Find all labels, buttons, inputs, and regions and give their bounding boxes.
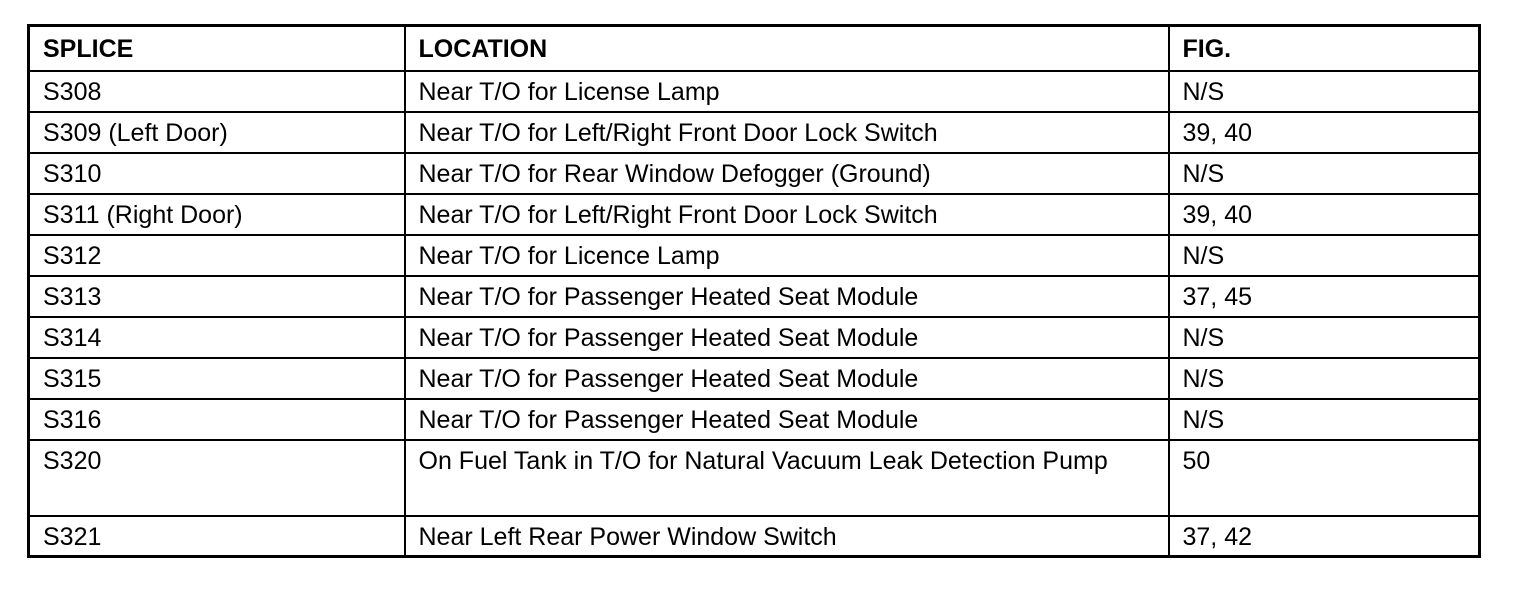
cell-location: On Fuel Tank in T/O for Natural Vacuum Leak Detection Pump [405, 440, 1169, 516]
cell-splice: S311 (Right Door) [29, 194, 405, 235]
splice-location-table [27, 24, 1481, 558]
cell-fig: 37, 42 [1169, 516, 1480, 557]
cell-location: Near T/O for Passenger Heated Seat Module [405, 358, 1169, 399]
table-row [29, 276, 1480, 317]
cell-fig: N/S [1169, 235, 1480, 276]
table-row [29, 358, 1480, 399]
table-row [29, 235, 1480, 276]
cell-fig: N/S [1169, 358, 1480, 399]
cell-fig: 39, 40 [1169, 112, 1480, 153]
header-location: LOCATION [405, 26, 1169, 71]
cell-fig: N/S [1169, 317, 1480, 358]
table-row [29, 440, 1480, 516]
cell-location: Near T/O for License Lamp [405, 71, 1169, 112]
cell-location: Near T/O for Passenger Heated Seat Module [405, 317, 1169, 358]
cell-splice: S320 [29, 440, 405, 516]
cell-fig: N/S [1169, 153, 1480, 194]
cell-splice: S316 [29, 399, 405, 440]
cell-fig: N/S [1169, 71, 1480, 112]
cell-splice: S310 [29, 153, 405, 194]
cell-fig: 50 [1169, 440, 1480, 516]
header-splice: SPLICE [29, 26, 405, 71]
table-row [29, 112, 1480, 153]
table-row [29, 516, 1480, 557]
table-row [29, 317, 1480, 358]
cell-location: Near T/O for Left/Right Front Door Lock Switch [405, 194, 1169, 235]
cell-splice: S312 [29, 235, 405, 276]
cell-location: Near Left Rear Power Window Switch [405, 516, 1169, 557]
cell-fig: 37, 45 [1169, 276, 1480, 317]
table-row [29, 153, 1480, 194]
cell-location: Near T/O for Passenger Heated Seat Module [405, 399, 1169, 440]
cell-splice: S309 (Left Door) [29, 112, 405, 153]
cell-location: Near T/O for Passenger Heated Seat Module [405, 276, 1169, 317]
cell-fig: N/S [1169, 399, 1480, 440]
cell-splice: S308 [29, 71, 405, 112]
cell-splice: S321 [29, 516, 405, 557]
cell-location: Near T/O for Licence Lamp [405, 235, 1169, 276]
cell-location: Near T/O for Rear Window Defogger (Ground) [405, 153, 1169, 194]
cell-splice: S315 [29, 358, 405, 399]
table-row [29, 194, 1480, 235]
cell-location: Near T/O for Left/Right Front Door Lock Switch [405, 112, 1169, 153]
header-fig: FIG. [1169, 26, 1480, 71]
table-row [29, 399, 1480, 440]
table-row [29, 71, 1480, 112]
cell-splice: S314 [29, 317, 405, 358]
cell-fig: 39, 40 [1169, 194, 1480, 235]
table-header-row [29, 26, 1480, 71]
cell-splice: S313 [29, 276, 405, 317]
